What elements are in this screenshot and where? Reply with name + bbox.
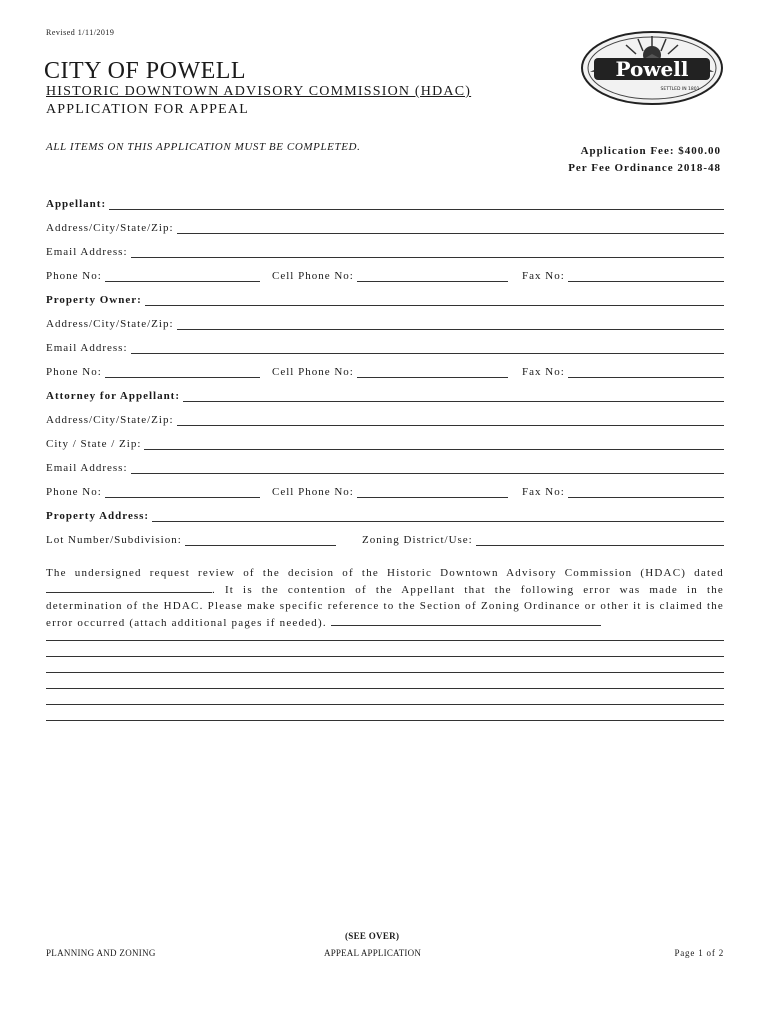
property-owner-label: Property Owner:	[46, 294, 142, 306]
property-address-field[interactable]	[152, 510, 724, 522]
fee-block	[568, 143, 721, 177]
zoning-label: Zoning District/Use:	[362, 534, 473, 546]
appellant-phone-row	[46, 266, 724, 282]
appellant-field[interactable]	[109, 198, 724, 210]
attorney-address-field[interactable]	[177, 414, 725, 426]
logo-tagline: SETTLED IN 1801	[660, 87, 700, 92]
zoning-field[interactable]	[476, 534, 724, 546]
error-line-1[interactable]	[46, 640, 724, 641]
owner-cell-field[interactable]	[357, 366, 508, 378]
owner-fax-field[interactable]	[568, 366, 724, 378]
appellant-cell-field[interactable]	[357, 270, 508, 282]
email-label: Email Address:	[46, 462, 128, 474]
powell-logo	[580, 28, 724, 106]
logo-wordmark: Powell	[615, 57, 689, 81]
lot-number-field[interactable]	[185, 534, 336, 546]
fee-ordinance: Per Fee Ordinance 2018-48	[568, 162, 721, 174]
decision-date-field[interactable]	[46, 581, 212, 593]
appellant-address-field[interactable]	[177, 222, 725, 234]
owner-phone-field[interactable]	[105, 366, 260, 378]
fax-label: Fax No:	[522, 270, 565, 282]
fax-label: Fax No:	[522, 486, 565, 498]
attorney-phone-row	[46, 482, 724, 498]
lot-number-label: Lot Number/Subdivision:	[46, 534, 182, 546]
revised-date: Revised 1/11/2019	[46, 28, 115, 37]
appellant-address-row	[46, 218, 724, 234]
commission-title: HISTORIC DOWNTOWN ADVISORY COMMISSION (HDAC)	[46, 84, 472, 99]
attorney-address-row	[46, 410, 724, 426]
attorney-row	[46, 386, 724, 402]
owner-address-field[interactable]	[177, 318, 725, 330]
address-label: Address/City/State/Zip:	[46, 318, 174, 330]
error-line-6[interactable]	[46, 720, 724, 721]
attorney-fax-field[interactable]	[568, 486, 724, 498]
cell-label: Cell Phone No:	[272, 270, 354, 282]
attorney-cell-field[interactable]	[357, 486, 508, 498]
appellant-phone-field[interactable]	[105, 270, 260, 282]
attorney-field[interactable]	[183, 390, 724, 402]
attorney-label: Attorney for Appellant:	[46, 390, 181, 402]
appellant-email-field[interactable]	[131, 246, 724, 258]
attorney-city-row	[46, 434, 724, 450]
form-title: APPLICATION FOR APPEAL	[46, 102, 249, 117]
completion-notice: ALL ITEMS ON THIS APPLICATION MUST BE COMPLETED.	[46, 141, 361, 153]
property-address-row	[46, 506, 724, 522]
error-line-5[interactable]	[46, 704, 724, 705]
owner-row	[46, 290, 724, 306]
footer-see-over: (SEE OVER)	[345, 931, 400, 941]
application-fee: Application Fee: $400.00	[580, 145, 721, 157]
attorney-email-row	[46, 458, 724, 474]
phone-label: Phone No:	[46, 270, 102, 282]
phone-label: Phone No:	[46, 486, 102, 498]
city-state-zip-label: City / State / Zip:	[46, 438, 142, 450]
footer-page-number: Page 1 of 2	[674, 948, 724, 958]
email-label: Email Address:	[46, 342, 128, 354]
lot-zoning-row	[46, 530, 724, 546]
appeal-statement	[46, 565, 724, 631]
error-line-3[interactable]	[46, 672, 724, 673]
error-line-4[interactable]	[46, 688, 724, 689]
address-label: Address/City/State/Zip:	[46, 414, 174, 426]
address-label: Address/City/State/Zip:	[46, 222, 174, 234]
appeal-text-2: . It is the contention of the Appellant that the following error was made in the determination of the HDAC. Please make specific reference to the Section of Zoning Ordinance or other it is claimed the error occurred (attach additional pages if needed).	[46, 584, 724, 629]
owner-email-row	[46, 338, 724, 354]
owner-email-field[interactable]	[131, 342, 724, 354]
email-label: Email Address:	[46, 246, 128, 258]
error-line-2[interactable]	[46, 656, 724, 657]
appellant-email-row	[46, 242, 724, 258]
property-owner-field[interactable]	[145, 294, 724, 306]
attorney-email-field[interactable]	[131, 462, 724, 474]
cell-label: Cell Phone No:	[272, 486, 354, 498]
appellant-fax-field[interactable]	[568, 270, 724, 282]
owner-address-row	[46, 314, 724, 330]
attorney-phone-field[interactable]	[105, 486, 260, 498]
error-description-field[interactable]	[331, 614, 601, 626]
appellant-row	[46, 194, 724, 210]
city-title: CITY OF POWELL	[44, 58, 247, 84]
footer-department: PLANNING AND ZONING	[46, 948, 156, 958]
attorney-city-field[interactable]	[144, 438, 724, 450]
owner-phone-row	[46, 362, 724, 378]
appellant-label: Appellant:	[46, 198, 107, 210]
phone-label: Phone No:	[46, 366, 102, 378]
fax-label: Fax No:	[522, 366, 565, 378]
footer-form-name: APPEAL APPLICATION	[324, 948, 422, 958]
appeal-text-1: The undersigned request review of the decision of the Historic Downtown Advisory Commission (HDAC) dated	[46, 567, 724, 579]
cell-label: Cell Phone No:	[272, 366, 354, 378]
property-address-label: Property Address:	[46, 510, 150, 522]
